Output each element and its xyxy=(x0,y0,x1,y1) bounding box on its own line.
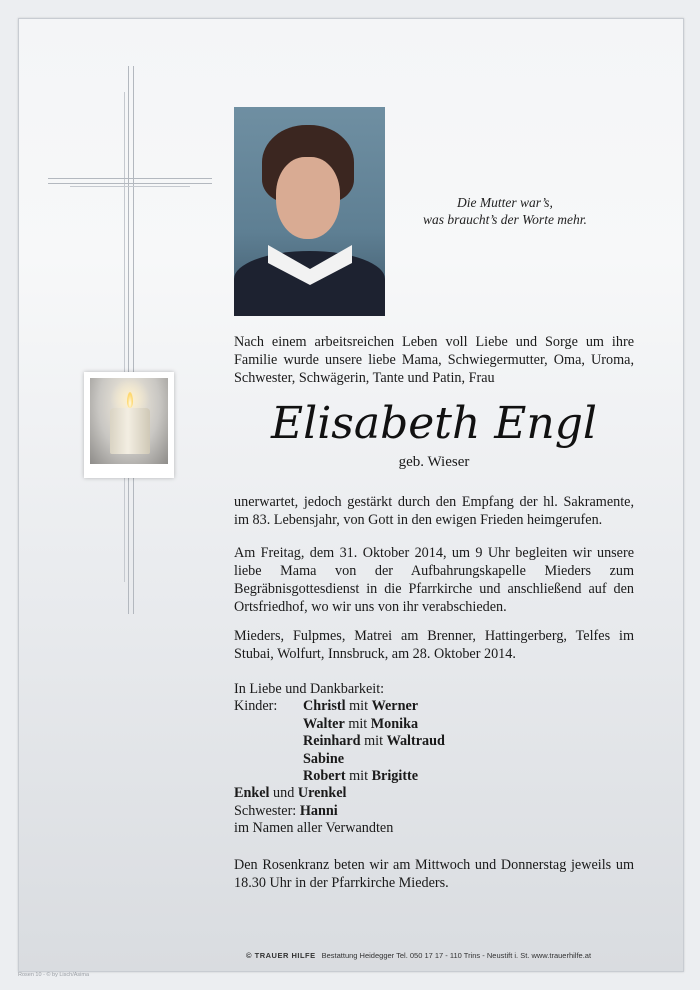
flame-icon xyxy=(127,392,133,408)
child-entry: Robert mit Brigitte xyxy=(303,767,419,784)
footer-contact: Bestattung Heidegger Tel. 050 17 17 - 110 Trins - Neustift i. St. www.trauerhilfe.at xyxy=(321,951,592,960)
cross-vertical-line xyxy=(124,92,125,582)
trauerhilfe-logo: © TRAUER HILFE xyxy=(246,951,316,960)
place-date: Mieders, Fulpmes, Matrei am Brenner, Hattingerberg, Telfes im Stubai, Wolfurt, Innsbruck, am 28. Oktober 2014. xyxy=(234,628,634,662)
birth-name: geb. Wieser xyxy=(398,454,470,470)
intro-text: Nach einem arbeitsreichen Leben voll Liebe und Sorge um ihre Familie wurde unsere liebe Mama, Schwiegermutter, Oma, Uroma, Schwester, Schwägerin, Tante und Patin, Frau xyxy=(234,334,634,386)
child-entry: Christl mit Werner xyxy=(303,698,419,715)
cross-horizontal xyxy=(48,178,212,184)
death-text: unerwartet, jedoch gestärkt durch den Empfang der hl. Sakramente, im 83. Lebensjahr, von Gott in den ewigen Frieden heimgerufen. xyxy=(234,494,634,528)
family-intro: In Liebe und Dankbarkeit: xyxy=(234,681,385,697)
funeral-text: Am Freitag, dem 31. Oktober 2014, um 9 Uhr begleiten wir unsere liebe Mama von der Aufbahrungskapelle Mieders zum Begräbnisgottesdienst in die Pfarrkirche und anschließend auf den Ortsfriedhof, wo wir uns von ihr verabschieden. xyxy=(234,545,634,615)
portrait-photo xyxy=(234,107,385,316)
quote-line-2: was braucht’s der Worte mehr. xyxy=(423,212,587,227)
quote-line-1: Die Mutter war’s, xyxy=(457,195,553,210)
candle-image xyxy=(84,372,174,478)
rosary-text: Den Rosenkranz beten wir am Mittwoch und Donnerstag jeweils um 18.30 Uhr in der Pfarrkirche Mieders. xyxy=(234,857,634,891)
memorial-quote xyxy=(400,194,610,228)
cross-vertical xyxy=(128,66,134,614)
grandchildren-entry: Enkel und Urenkel xyxy=(234,785,347,802)
child-entry: Sabine xyxy=(303,750,345,767)
deceased-name: Elisabeth Engl xyxy=(271,398,597,449)
child-entry: Reinhard mit Waltraud xyxy=(303,733,445,750)
candle-icon xyxy=(110,408,150,454)
child-entry: Walter mit Monika xyxy=(303,715,419,732)
footer xyxy=(246,951,591,960)
cross-horizontal-line xyxy=(70,186,190,187)
children-label: Kinder: xyxy=(234,698,278,715)
relatives-text: im Namen aller Verwandten xyxy=(234,820,394,837)
image-credit: Rosen 10 - © by Lisch/Asima xyxy=(18,972,89,978)
sister-entry: Schwester: Hanni xyxy=(234,802,338,819)
family-list xyxy=(234,681,654,838)
